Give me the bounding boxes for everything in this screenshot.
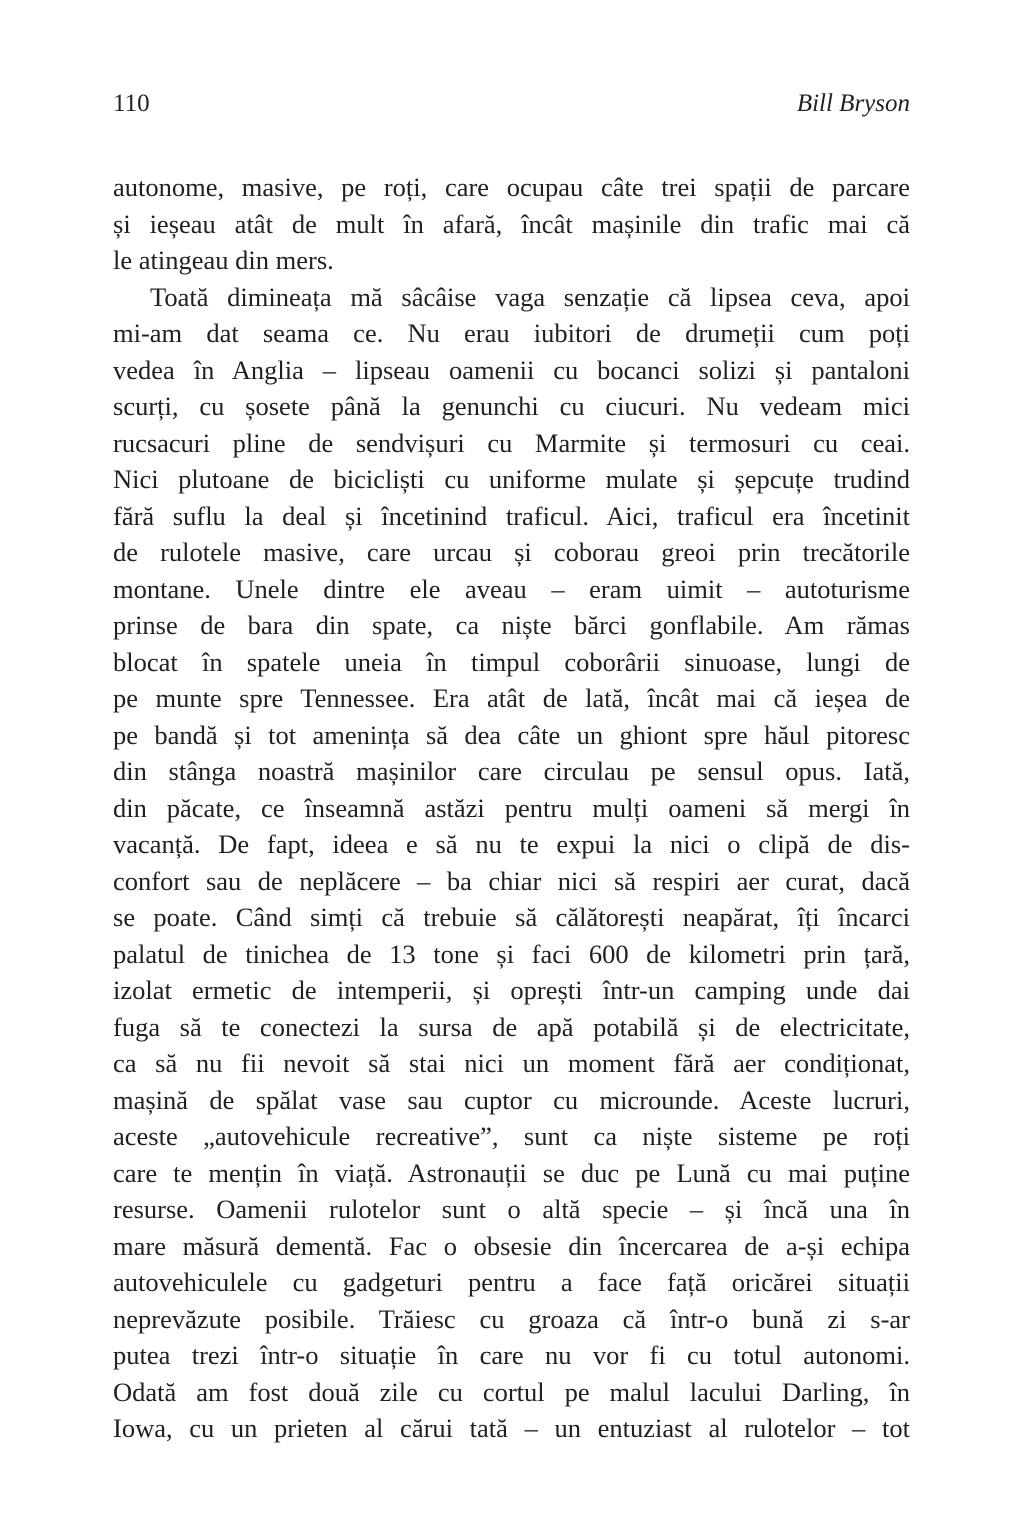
text-line: scurți, cu șosete până la genunchi cu ciucuri. Nu vedeam mici bbox=[113, 391, 910, 421]
text-line: Toată dimineața mă sâcâise vaga senzație că lipsea ceva, apoi bbox=[150, 281, 910, 312]
text-line: de rulotele masive, care urcau și coborau greoi prin trecătorile bbox=[113, 537, 910, 567]
text-line: putea trezi într-o situație în care nu vor fi cu totul autonomi. bbox=[113, 1340, 910, 1370]
page-body-text bbox=[113, 169, 910, 1447]
text-line: pe munte spre Tennessee. Era atât de lată, încât mai că ieșea de bbox=[113, 683, 910, 713]
text-line: resurse. Oamenii rulotelor sunt o altă specie – și încă una în bbox=[113, 1194, 910, 1224]
text-line: rucsacuri pline de sendvișuri cu Marmite și termosuri cu ceai. bbox=[113, 427, 910, 458]
text-line: le atingeau din mers. bbox=[113, 245, 334, 275]
running-header-author: Bill Bryson bbox=[796, 90, 910, 117]
text-line: vacanță. De fapt, ideea e să nu te expui la nici o clipă de dis- bbox=[113, 829, 910, 859]
text-line: montane. Unele dintre ele aveau – eram uimit – autoturisme bbox=[113, 573, 910, 604]
text-line: vedea în Anglia – lipseau oamenii cu bocanci solizi și pantaloni bbox=[113, 354, 910, 385]
text-line: blocat în spatele uneia în timpul coborârii sinuoase, lungi de bbox=[113, 646, 910, 677]
text-line: fără suflu la deal și încetinind traficul. Aici, traficul era încetinit bbox=[113, 500, 910, 531]
text-line: izolat ermetic de intemperii, și oprești într-un camping unde dai bbox=[113, 975, 910, 1005]
text-line: pe bandă și tot amenința să dea câte un ghiont spre hăul pitoresc bbox=[113, 719, 910, 750]
text-line: aceste „autovehicule recreative”, sunt ca niște sisteme pe roți bbox=[113, 1121, 910, 1151]
text-line: autonome, masive, pe roți, care ocupau câte trei spații de parcare bbox=[113, 172, 910, 202]
text-line: și ieșeau atât de mult în afară, încât mașinile din trafic mai că bbox=[113, 208, 910, 239]
text-line: din păcate, ce înseamnă astăzi pentru mulți oameni să mergi în bbox=[113, 792, 910, 823]
text-line: Odată am fost două zile cu cortul pe malul lacului Darling, în bbox=[113, 1376, 910, 1407]
text-line: mi-am dat seama ce. Nu erau iubitori de drumeții cum poți bbox=[113, 318, 910, 348]
text-line: se poate. Când simți că trebuie să călătorești neapărat, îți încarci bbox=[113, 902, 910, 932]
text-line: neprevăzute posibile. Trăiesc cu groaza că într-o bună zi s-ar bbox=[113, 1303, 910, 1334]
text-line: palatul de tinichea de 13 tone și faci 600 de kilometri prin țară, bbox=[113, 938, 910, 969]
text-line: Nici plutoane de bicicliști cu uniforme mulate și șepcuțe trudind bbox=[113, 464, 910, 494]
text-line: mașină de spălat vase sau cuptor cu microunde. Aceste lucruri, bbox=[113, 1084, 910, 1115]
text-line: Iowa, cu un prieten al cărui tată – un entuziast al rulotelor – tot bbox=[113, 1413, 910, 1443]
page-number: 110 bbox=[113, 90, 150, 117]
text-line: autovehiculele cu gadgeturi pentru a face față oricărei situații bbox=[113, 1267, 910, 1297]
text-line: confort sau de neplăcere – ba chiar nici să respiri aer curat, dacă bbox=[113, 865, 910, 896]
text-line: ca să nu fii nevoit să stai nici un moment fără aer condiționat, bbox=[113, 1048, 910, 1078]
text-line: din stânga noastră mașinilor care circulau pe sensul opus. Iată, bbox=[113, 756, 910, 786]
text-line: mare măsură dementă. Fac o obsesie din încercarea de a-și echipa bbox=[113, 1230, 910, 1261]
text-line: prinse de bara din spate, ca niște bărci gonflabile. Am rămas bbox=[113, 610, 910, 640]
text-line: fuga să te conectezi la sursa de apă potabilă și de electricitate, bbox=[113, 1011, 910, 1042]
text-line: care te mențin în viață. Astronauții se duc pe Lună cu mai puține bbox=[113, 1157, 910, 1188]
